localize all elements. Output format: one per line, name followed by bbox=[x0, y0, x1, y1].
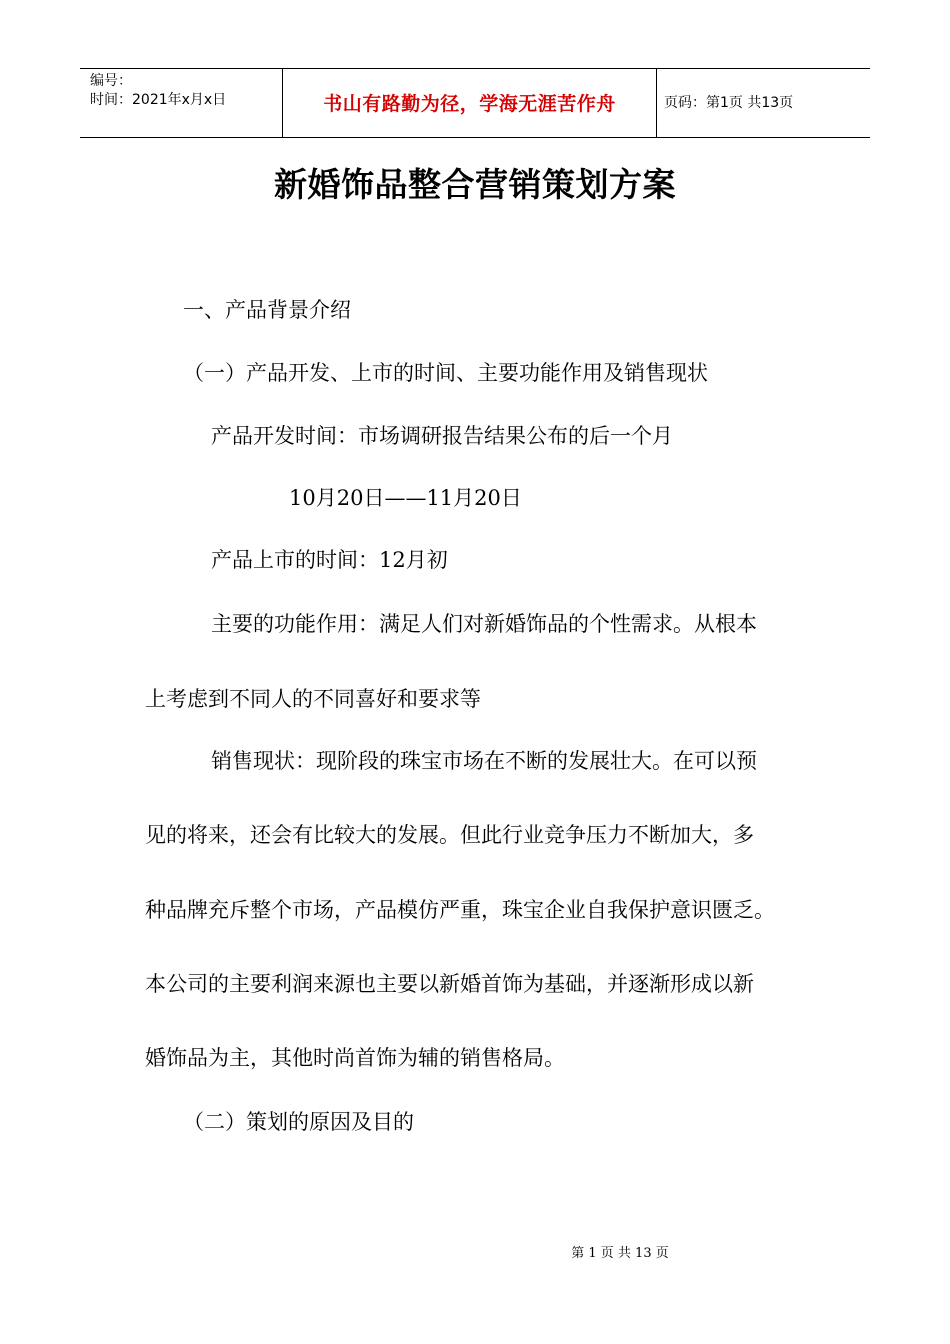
paragraph-function-line: 上考虑到不同人的不同喜好和要求等 bbox=[145, 687, 481, 711]
header-page-cell bbox=[656, 69, 870, 137]
section-heading-1: 一、产品背景介绍 bbox=[183, 298, 351, 322]
paragraph-dev-range: 10月20日——11月20日 bbox=[289, 486, 522, 510]
paragraph-status-line: 见的将来，还会有比较大的发展。但此行业竞争压力不断加大，多 bbox=[145, 823, 754, 847]
document-title: 新婚饰品整合营销策划方案 bbox=[274, 165, 676, 204]
header-meta-cell bbox=[80, 69, 282, 137]
paragraph-function-line: 主要的功能作用：满足人们对新婚饰品的个性需求。从根本 bbox=[211, 612, 757, 636]
page-footer: 第 1 页 共 13 页 bbox=[571, 1246, 669, 1261]
page-info: 页码：第1页 共13页 bbox=[664, 95, 794, 111]
subsection-heading-1: （一）产品开发、上市的时间、主要功能作用及销售现状 bbox=[183, 361, 708, 385]
document-header bbox=[80, 68, 870, 138]
paragraph-status-line: 本公司的主要利润来源也主要以新婚首饰为基础，并逐渐形成以新 bbox=[145, 972, 754, 996]
paragraph-dev-time: 产品开发时间：市场调研报告结果公布的后一个月 bbox=[211, 424, 673, 448]
paragraph-status-line: 婚饰品为主，其他时尚首饰为辅的销售格局。 bbox=[145, 1046, 565, 1070]
subsection-heading-2: （二）策划的原因及目的 bbox=[183, 1110, 414, 1134]
header-motto-cell bbox=[282, 69, 657, 137]
time-label: 时间：2021年x月x日 bbox=[90, 92, 227, 108]
paragraph-launch-time: 产品上市的时间：12月初 bbox=[211, 548, 448, 572]
serial-label: 编号： bbox=[90, 73, 132, 89]
motto: 书山有路勤为径，学海无涯苦作舟 bbox=[323, 93, 616, 115]
paragraph-status-line: 种品牌充斥整个市场，产品模仿严重，珠宝企业自我保护意识匮乏。 bbox=[145, 898, 775, 922]
paragraph-status-line: 销售现状：现阶段的珠宝市场在不断的发展壮大。在可以预 bbox=[211, 749, 757, 773]
